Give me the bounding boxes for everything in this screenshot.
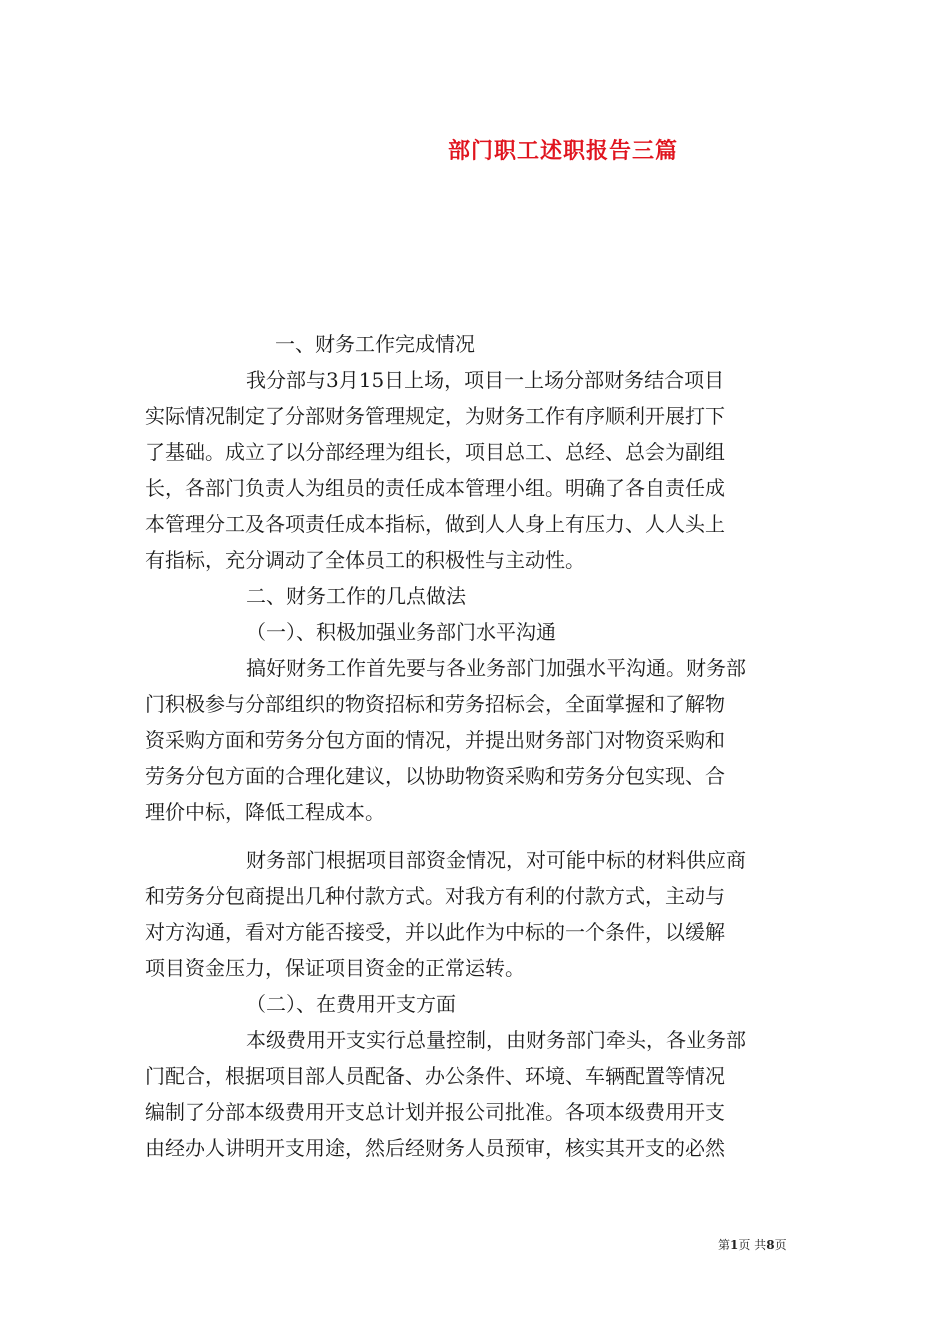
paragraph-line: 劳务分包方面的合理化建议，以协助物资采购和劳务分包实现、合 bbox=[145, 764, 725, 788]
paragraph-line: 了基础。成立了以分部经理为组长，项目总工、总经、总会为副组 bbox=[145, 440, 725, 464]
paragraph-line: 搞好财务工作首先要与各业务部门加强水平沟通。财务部 bbox=[246, 656, 746, 680]
page-footer bbox=[718, 1236, 787, 1253]
subsection-heading: （二）、在费用开支方面 bbox=[246, 992, 456, 1016]
subsection-heading: （一）、积极加强业务部门水平沟通 bbox=[246, 620, 556, 644]
footer-page-number: 1 bbox=[730, 1238, 739, 1252]
footer-total-pages: 8 bbox=[766, 1238, 775, 1252]
paragraph-line: 本级费用开支实行总量控制，由财务部门牵头，各业务部 bbox=[246, 1028, 746, 1052]
footer-prefix: 第 bbox=[718, 1238, 731, 1252]
paragraph-line: 财务部门根据项目部资金情况，对可能中标的材料供应商 bbox=[246, 848, 746, 872]
paragraph-line: 理价中标，降低工程成本。 bbox=[145, 800, 385, 824]
footer-suffix: 页 bbox=[774, 1238, 787, 1252]
document-title: 部门职工述职报告三篇 bbox=[448, 138, 679, 164]
paragraph-line: 门积极参与分部组织的物资招标和劳务招标会，全面掌握和了解物 bbox=[145, 692, 725, 716]
paragraph-line: 长，各部门负责人为组员的责任成本管理小组。明确了各自责任成 bbox=[145, 476, 725, 500]
paragraph-line: 有指标，充分调动了全体员工的积极性与主动性。 bbox=[145, 548, 585, 572]
paragraph-line: 门配合，根据项目部人员配备、办公条件、环境、车辆配置等情况 bbox=[145, 1064, 725, 1088]
paragraph-line: 实际情况制定了分部财务管理规定，为财务工作有序顺利开展打下 bbox=[145, 404, 725, 428]
section-heading: 一、财务工作完成情况 bbox=[275, 332, 475, 356]
paragraph-line: 编制了分部本级费用开支总计划并报公司批准。各项本级费用开支 bbox=[145, 1100, 725, 1124]
footer-middle: 页 共 bbox=[738, 1238, 767, 1252]
paragraph-line: 和劳务分包商提出几种付款方式。对我方有利的付款方式，主动与 bbox=[145, 884, 725, 908]
paragraph-line: 项目资金压力，保证项目资金的正常运转。 bbox=[145, 956, 525, 980]
paragraph-line: 对方沟通，看对方能否接受，并以此作为中标的一个条件，以缓解 bbox=[145, 920, 725, 944]
paragraph-line: 本管理分工及各项责任成本指标，做到人人身上有压力、人人头上 bbox=[145, 512, 725, 536]
section-heading: 二、财务工作的几点做法 bbox=[246, 584, 466, 608]
paragraph-line: 资采购方面和劳务分包方面的情况，并提出财务部门对物资采购和 bbox=[145, 728, 725, 752]
paragraph-line: 由经办人讲明开支用途，然后经财务人员预审，核实其开支的必然 bbox=[145, 1136, 725, 1160]
paragraph-line: 我分部与3月15日上场，项目一上场分部财务结合项目 bbox=[246, 368, 725, 392]
